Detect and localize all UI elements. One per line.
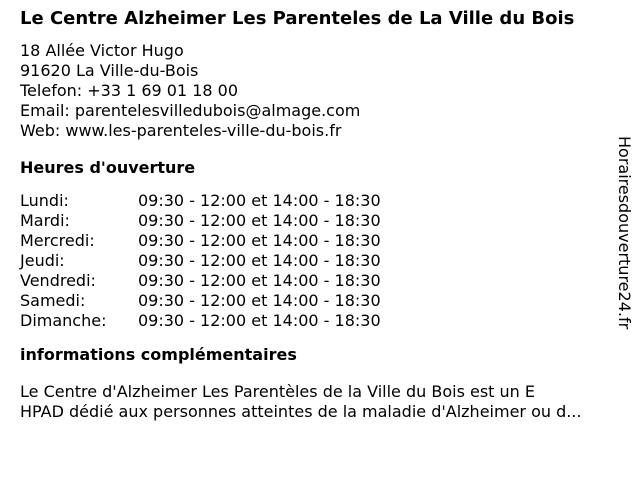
time-range: 09:30 - 12:00 et 14:00 - 18:30 <box>138 311 381 330</box>
time-range: 09:30 - 12:00 et 14:00 - 18:30 <box>138 271 381 290</box>
phone-number[interactable]: Telefon: +33 1 69 01 18 00 <box>20 81 239 100</box>
side-brand-text: Horairesdouverture24.fr <box>615 136 634 330</box>
hours-row-thursday <box>20 251 612 271</box>
hours-row-wednesday <box>20 231 612 251</box>
website-link[interactable]: Web: www.les-parenteles-ville-du-bois.fr <box>20 121 342 140</box>
city-postal: 91620 La Ville-du-Bois <box>20 61 199 80</box>
hours-heading: Heures d'ouverture <box>20 158 196 177</box>
hours-row-friday <box>20 271 612 291</box>
day-label: Mardi: <box>20 211 70 230</box>
hours-table <box>20 191 612 331</box>
hours-row-sunday <box>20 311 612 331</box>
day-label: Vendredi: <box>20 271 96 290</box>
day-label: Lundi: <box>20 191 69 210</box>
side-brand-watermark <box>612 136 634 346</box>
day-label: Jeudi: <box>20 251 65 270</box>
day-label: Mercredi: <box>20 231 95 250</box>
info-description <box>20 382 628 422</box>
time-range: 09:30 - 12:00 et 14:00 - 18:30 <box>138 251 381 270</box>
listing-page <box>20 8 612 422</box>
address-block <box>20 41 612 141</box>
time-range: 09:30 - 12:00 et 14:00 - 18:30 <box>138 231 381 250</box>
time-range: 09:30 - 12:00 et 14:00 - 18:30 <box>138 291 381 310</box>
info-heading: informations complémentaires <box>20 345 297 364</box>
day-label: Samedi: <box>20 291 86 310</box>
hours-row-saturday <box>20 291 612 311</box>
info-line-1: Le Centre d'Alzheimer Les Parentèles de la Ville du Bois est un E <box>20 382 535 401</box>
time-range: 09:30 - 12:00 et 14:00 - 18:30 <box>138 211 381 230</box>
hours-row-tuesday <box>20 211 612 231</box>
email-address[interactable]: Email: parentelesvilledubois@almage.com <box>20 101 361 120</box>
info-line-2: HPAD dédié aux personnes atteintes de la maladie d'Alzheimer ou d... <box>20 402 582 421</box>
page-title: Le Centre Alzheimer Les Parenteles de La Ville du Bois <box>20 8 575 29</box>
day-label: Dimanche: <box>20 311 107 330</box>
hours-row-monday <box>20 191 612 211</box>
time-range: 09:30 - 12:00 et 14:00 - 18:30 <box>138 191 381 210</box>
street-address: 18 Allée Victor Hugo <box>20 41 184 60</box>
